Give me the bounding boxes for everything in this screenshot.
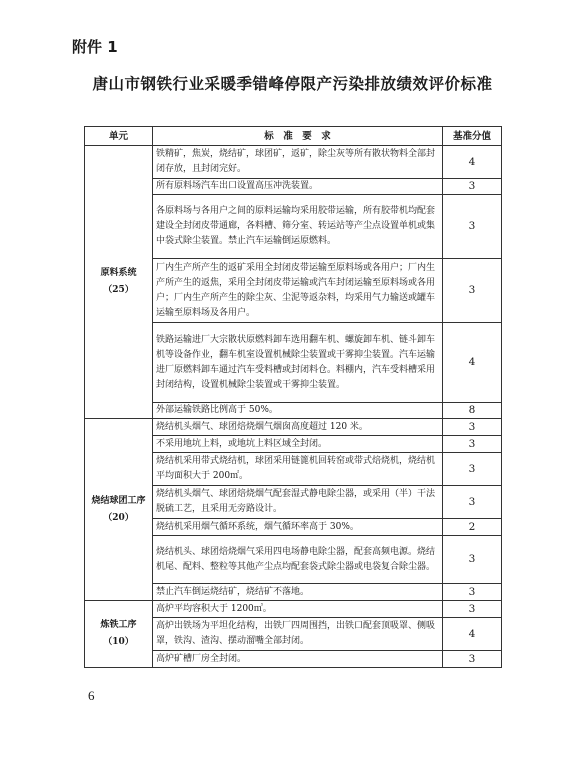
column-header-standard: 标 准 要 求 — [153, 127, 443, 146]
unit-name: 原料系统 — [100, 268, 137, 278]
standard-text: 各原料场与各用户之间的原料运输均采用胶带运输，所有胶带机均配套建设全封闭皮带通廊，各料槽、筛分室、转运站等产尘点设置单机或集中袋式除尘装置。禁止汽车运输倒运原燃料。 — [153, 195, 443, 259]
score-value: 4 — [443, 146, 502, 179]
column-header-score: 基准分值 — [443, 127, 502, 146]
unit-score: （10） — [103, 637, 134, 647]
score-value: 2 — [443, 519, 502, 536]
standard-text: 烧结机采用烟气循环系统，烟气循环率高于 30%。 — [153, 519, 443, 536]
score-value: 3 — [443, 195, 502, 259]
score-value: 3 — [443, 584, 502, 601]
unit-cell-ironmaking — [85, 601, 153, 668]
standard-text: 厂内生产所产生的返矿采用全封闭皮带运输至原料场或各用户；厂内生产所产生的返焦，采用全封闭皮带运输或汽车封闭运输至原料场或各用户；厂内生产所产生的除尘灰、尘泥等返杂料，均采用气力输送或罐车运输至原料场及各用户。 — [153, 259, 443, 323]
score-value: 3 — [443, 419, 502, 436]
document-title: 唐山市钢铁行业采暖季错峰停限产污染排放绩效评价标准 — [92, 74, 493, 93]
unit-cell-sintering — [85, 419, 153, 601]
unit-name: 炼铁工序 — [100, 620, 137, 630]
score-value: 8 — [443, 403, 502, 419]
score-value: 3 — [443, 536, 502, 584]
score-value: 4 — [443, 618, 502, 651]
score-value: 3 — [443, 259, 502, 323]
standard-text: 烧结机头、球团焙烧烟气采用四电场静电除尘器，配套高频电源。烧结机尾、配料、整粒等其他产尘点均配套袋式除尘器或电袋复合除尘器。 — [153, 536, 443, 584]
table-row — [85, 146, 502, 179]
standard-text: 烧结机头烟气、球团焙烧烟气配套湿式静电除尘器，或采用（半）干法脱硫工艺，且采用无旁路设计。 — [153, 486, 443, 519]
column-header-unit: 单元 — [85, 127, 153, 146]
standard-text: 烧结机头烟气、球团焙烧烟气烟囱高度超过 120 米。 — [153, 419, 443, 436]
table-row — [85, 419, 502, 436]
standard-text: 高炉矿槽厂房全封闭。 — [153, 651, 443, 668]
table-header-row — [85, 127, 502, 146]
standard-text: 外部运输铁路比例高于 50%。 — [153, 403, 443, 419]
standard-text: 高炉出铁场为平坦化结构，出铁厂四周围挡，出铁口配套顶吸罩、侧吸罩，铁沟、渣沟、摆动溜嘴全部封闭。 — [153, 618, 443, 651]
table-row — [85, 601, 502, 618]
standard-text: 烧结机采用带式烧结机，球团采用链篦机回转窑或带式焙烧机，烧结机平均面积大于 200㎡。 — [153, 453, 443, 486]
score-value: 3 — [443, 651, 502, 668]
standard-text: 铁精矿，焦炭，烧结矿，球团矿，返矿，除尘灰等所有散状物料全部封闭存放，且封闭完好。 — [153, 146, 443, 179]
score-value: 4 — [443, 323, 502, 403]
unit-score: （20） — [103, 512, 134, 523]
unit-name: 烧结球团工序 — [91, 495, 146, 506]
unit-score: （25） — [103, 285, 134, 295]
evaluation-standard-table — [84, 126, 502, 668]
unit-cell-raw-materials — [85, 146, 153, 419]
standard-text: 不采用地坑上料，或地坑上料区域全封闭。 — [153, 436, 443, 453]
score-value: 3 — [443, 486, 502, 519]
page-number: 6 — [88, 688, 95, 703]
standard-text: 铁路运输进厂大宗散状原燃料卸车选用翻车机、螺旋卸车机、链斗卸车机等设备作业，翻车机室设置机械除尘装置或干雾抑尘装置。汽车运输进厂原燃料卸车通过汽车受料槽或封闭料仓。料棚内，汽车受料槽采用封闭结构，设置机械除尘装置或干雾抑尘装置。 — [153, 323, 443, 403]
standard-text: 禁止汽车倒运烧结矿，烧结矿不落地。 — [153, 584, 443, 601]
standard-text: 所有原料场汽车出口设置高压冲洗装置。 — [153, 179, 443, 195]
attachment-label: 附件 1 — [72, 38, 118, 56]
score-value: 3 — [443, 436, 502, 453]
score-value: 3 — [443, 453, 502, 486]
standard-text: 高炉平均容积大于 1200㎥。 — [153, 601, 443, 618]
score-value: 3 — [443, 601, 502, 618]
score-value: 3 — [443, 179, 502, 195]
